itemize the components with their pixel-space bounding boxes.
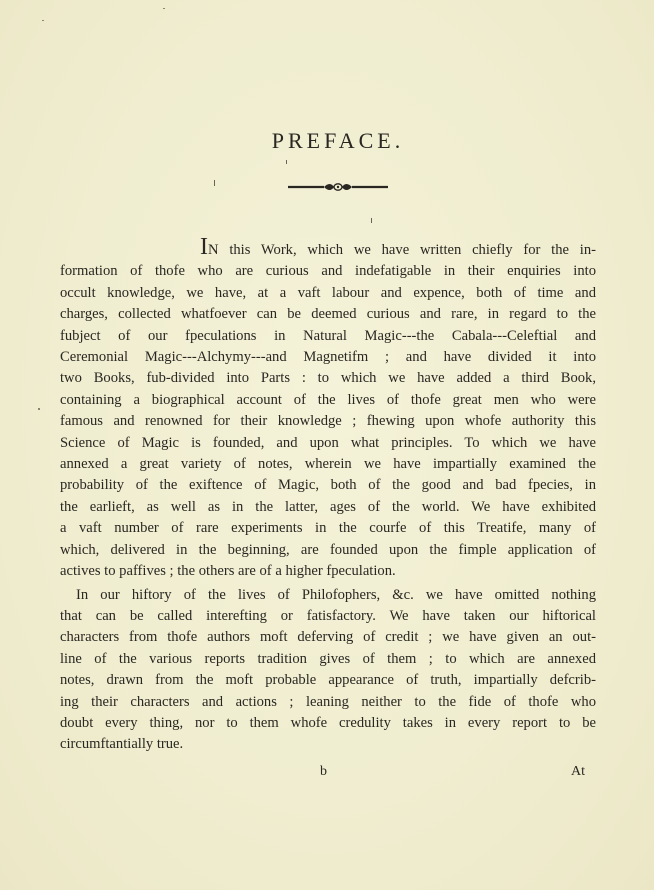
- text-line: characters from thofe authors moft deferving of credit ; we have given an out-: [60, 629, 596, 646]
- text-line: actives to paffives ; the others are of a higher fpeculation.: [60, 563, 396, 580]
- paragraph-1: [60, 234, 596, 583]
- paper-speck: [214, 180, 215, 186]
- text-line: formation of thofe who are curious and indefatigable in their enquiries into: [60, 263, 596, 280]
- paper-speck: [38, 408, 40, 410]
- paragraph-2: [60, 585, 596, 756]
- paper-speck: [163, 8, 165, 9]
- preface-text: [60, 234, 596, 756]
- text-line: annexed a great variety of notes, wherein we have impartially examined the: [60, 456, 596, 473]
- drop-cap: I: [200, 234, 208, 260]
- text-line: charges, collected whatfoever can be deemed curious and rare, in regard to the: [60, 306, 596, 323]
- text-line: Ceremonial Magic---Alchymy---and Magnetifm ; and have divided it into: [60, 349, 596, 366]
- ornamental-rule-icon: [288, 179, 388, 195]
- text-line: In our hiftory of the lives of Philofophers, &c. we have omitted nothing: [76, 586, 596, 603]
- text-line: that can be called interefting or fatisfactory. We have taken our hiftorical: [60, 607, 596, 624]
- text-line: circumftantially true.: [60, 736, 184, 753]
- text-line: notes, drawn from the moft probable appearance of truth, impartially defcrib-: [60, 672, 596, 689]
- text-line: a vaft number of rare experiments in the courfe of this Treatife, many of: [60, 520, 596, 537]
- paper-speck: [42, 20, 44, 21]
- text-line: line of the various reports tradition gives of them ; to which are annexed: [60, 650, 596, 667]
- text-line: famous and renowned for their knowledge ; fhewing upon whofe authority this: [60, 413, 596, 430]
- signature-mark: b: [320, 764, 327, 779]
- catchword: At: [571, 764, 585, 779]
- text-line: two Books, fub-divided into Parts : to which we have added a third Book,: [60, 370, 596, 387]
- page-title: PREFACE.: [271, 127, 405, 153]
- paper-speck: [286, 160, 287, 164]
- text-line: which, delivered in the beginning, are founded upon the fimple application of: [60, 541, 596, 558]
- text-line: containing a biographical account of the lives of thofe great men who were: [60, 391, 596, 408]
- text-line: fubject of our fpeculations in Natural Magic---the Cabala---Celeftial and: [60, 327, 596, 344]
- text-line: probability of the exiftence of Magic, both of the good and bad fpecies, in: [60, 477, 596, 494]
- text-line: IN this Work, which we have written chiefly for the in-: [200, 234, 596, 260]
- text-line: the earlieft, as well as in the latter, ages of the world. We have exhibited: [60, 498, 596, 515]
- text-line: occult knowledge, we have, at a vaft labour and expence, both of time and: [60, 284, 596, 301]
- text-line: Science of Magic is founded, and upon what principles. To which we have: [60, 434, 596, 451]
- paper-speck: [371, 218, 372, 223]
- text-line: doubt every thing, nor to them whofe credulity takes in every report to be: [60, 714, 596, 731]
- text-line: ing their characters and actions ; leaning neither to the fide of thofe who: [60, 693, 596, 710]
